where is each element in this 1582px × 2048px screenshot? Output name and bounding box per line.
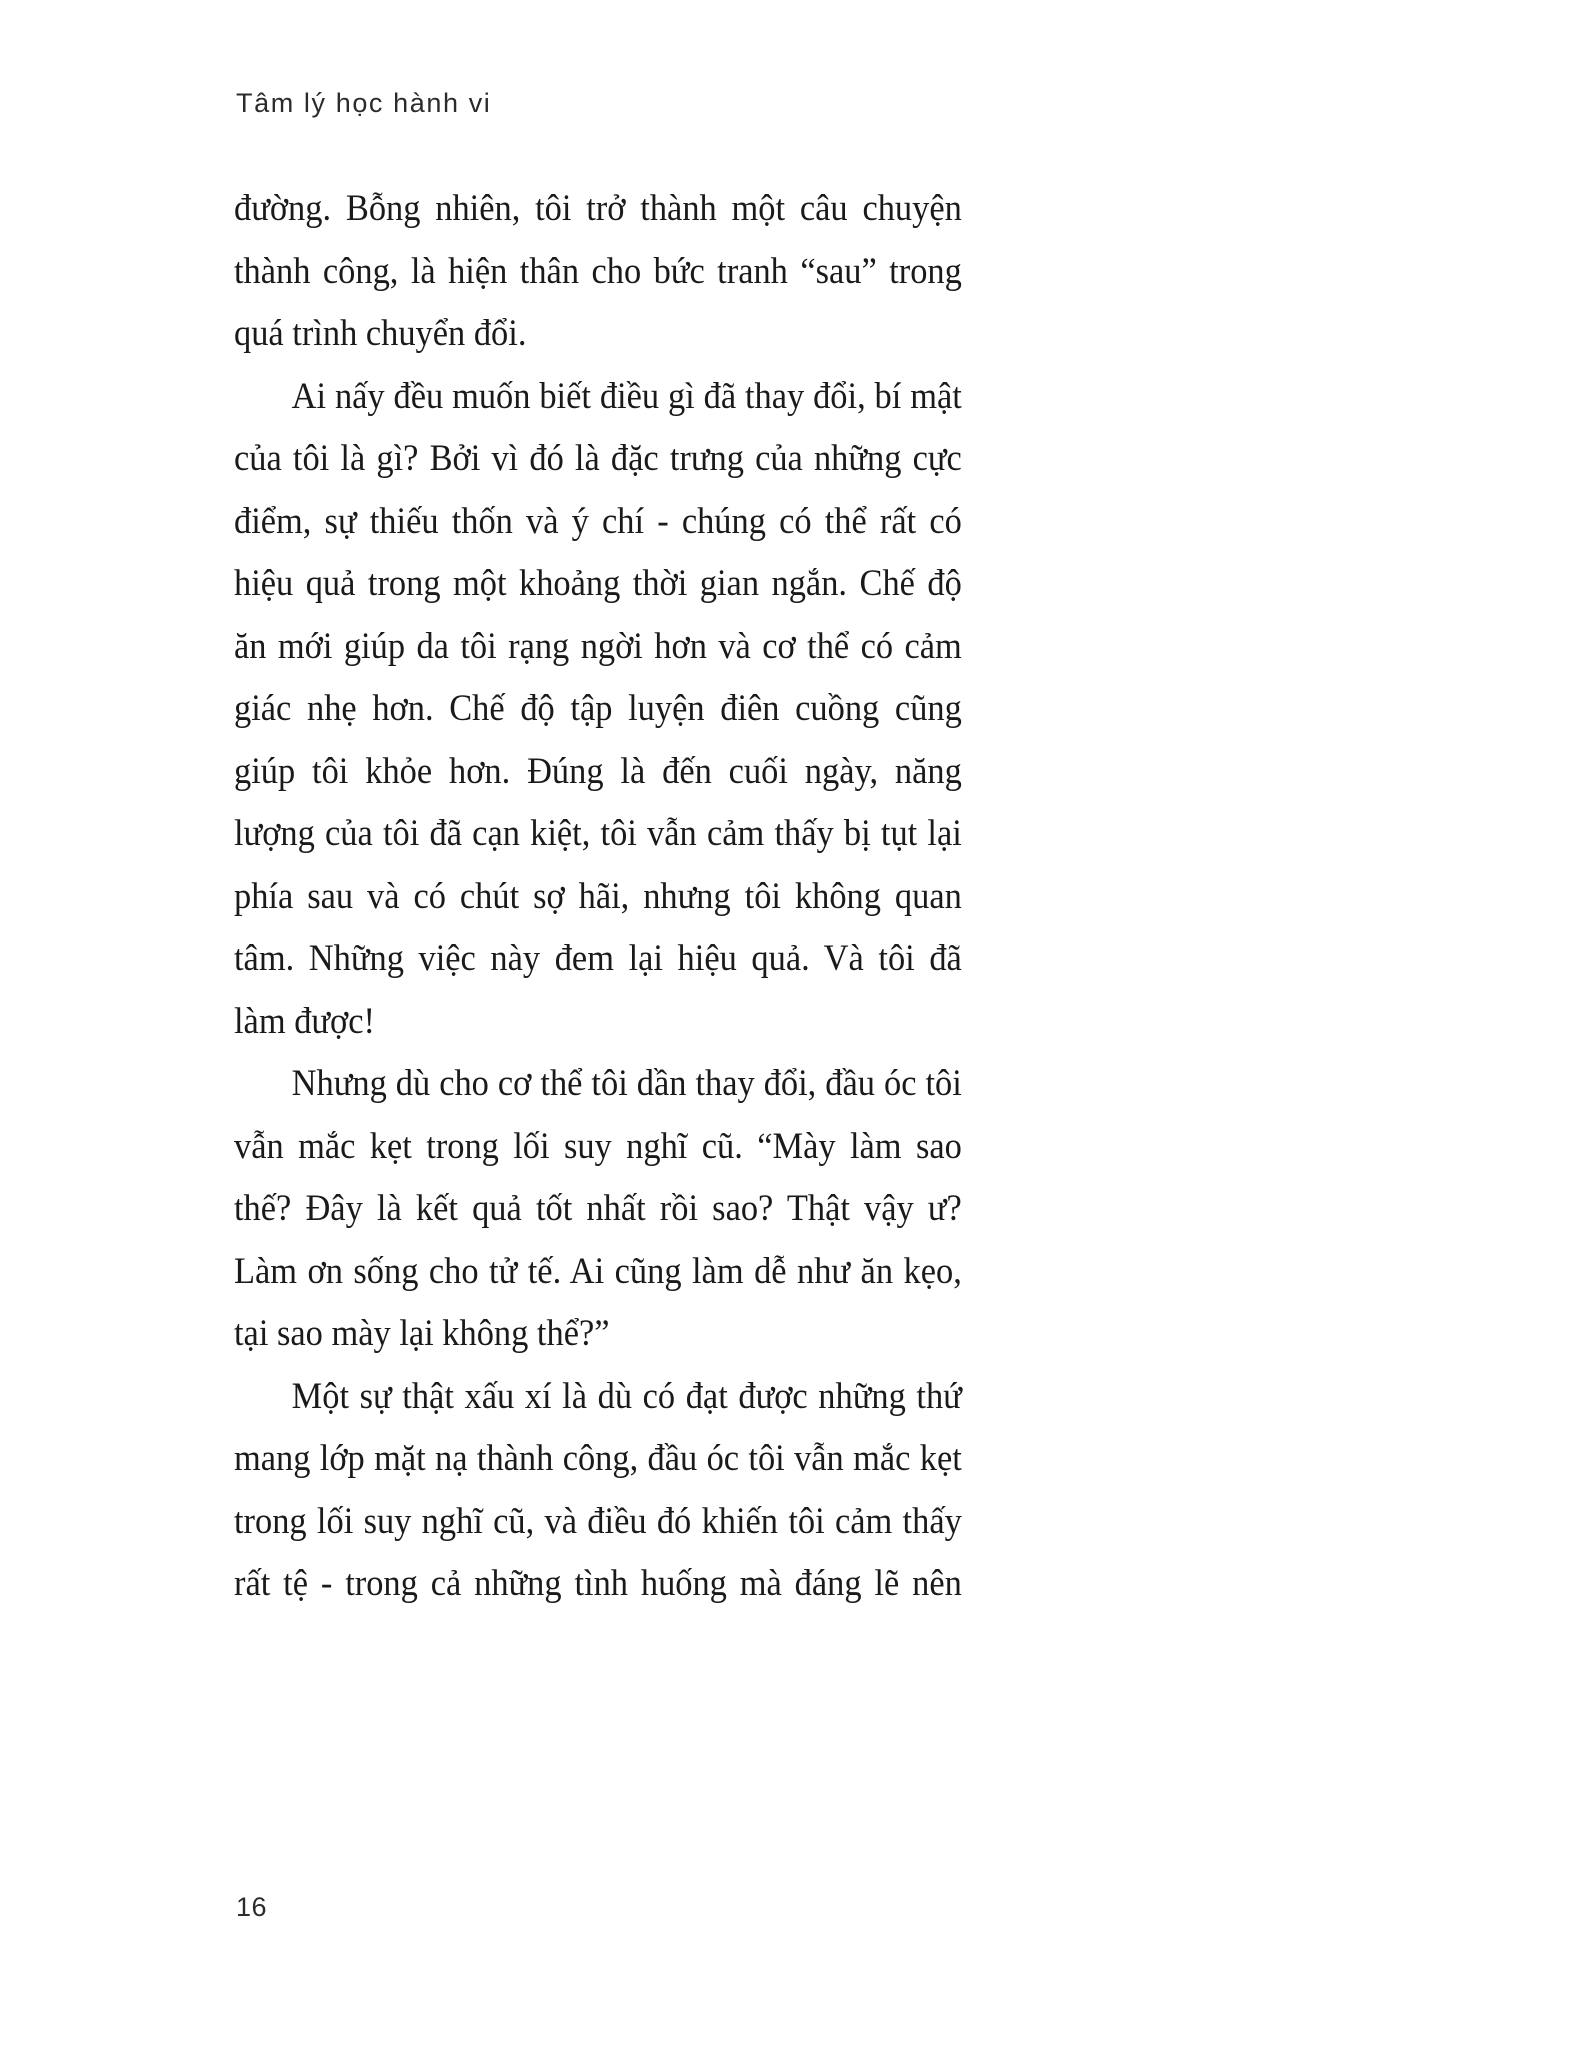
running-header: Tâm lý học hành vi xyxy=(236,88,492,118)
body-text-column xyxy=(234,178,962,1678)
paragraph-mind-stuck: Nhưng dù cho cơ thể tôi dần thay đổi, đầu óc tôi vẫn mắc kẹt trong lối suy nghĩ cũ. “Mày làm sao thế? Đây là kết quả tốt nhất rồi sao? Thật vậy ư? Làm ơn sống cho tử tế. Ai cũng làm dễ như ăn kẹo, tại sao mày lại không thể?” xyxy=(234,1063,962,1354)
paragraph-continued: đường. Bỗng nhiên, tôi trở thành một câu chuyện thành công, là hiện thân cho bức tranh “sau” trong quá trình chuyển đổi. xyxy=(234,188,962,354)
paragraph-ugly-truth: Một sự thật xấu xí là dù có đạt được những thứ mang lớp mặt nạ thành công, đầu óc tôi vẫn mắc kẹt trong lối suy nghĩ cũ, và điều đó khiến tôi cảm thấy rất tệ - trong cả những tình huống mà đáng lẽ nên xyxy=(234,1375,962,1604)
paragraph-secrets: Ai nấy đều muốn biết điều gì đã thay đổi, bí mật của tôi là gì? Bởi vì đó là đặc trưng của những cực điểm, sự thiếu thốn và ý chí - chúng có thể rất có hiệu quả trong một khoảng thời gian ngắn. Chế độ ăn mới giúp da tôi rạng ngời hơn và cơ thể có cảm giác nhẹ hơn. Chế độ tập luyện điên cuồng cũng giúp tôi khỏe hơn. Đúng là đến cuối ngày, năng lượng của tôi đã cạn kiệt, tôi vẫn cảm thấy bị tụt lại phía sau và có chút sợ hãi, nhưng tôi không quan tâm. Những việc này đem lại hiệu quả. Và tôi đã làm được! xyxy=(234,375,962,1042)
page-number: 16 xyxy=(236,1892,268,1922)
